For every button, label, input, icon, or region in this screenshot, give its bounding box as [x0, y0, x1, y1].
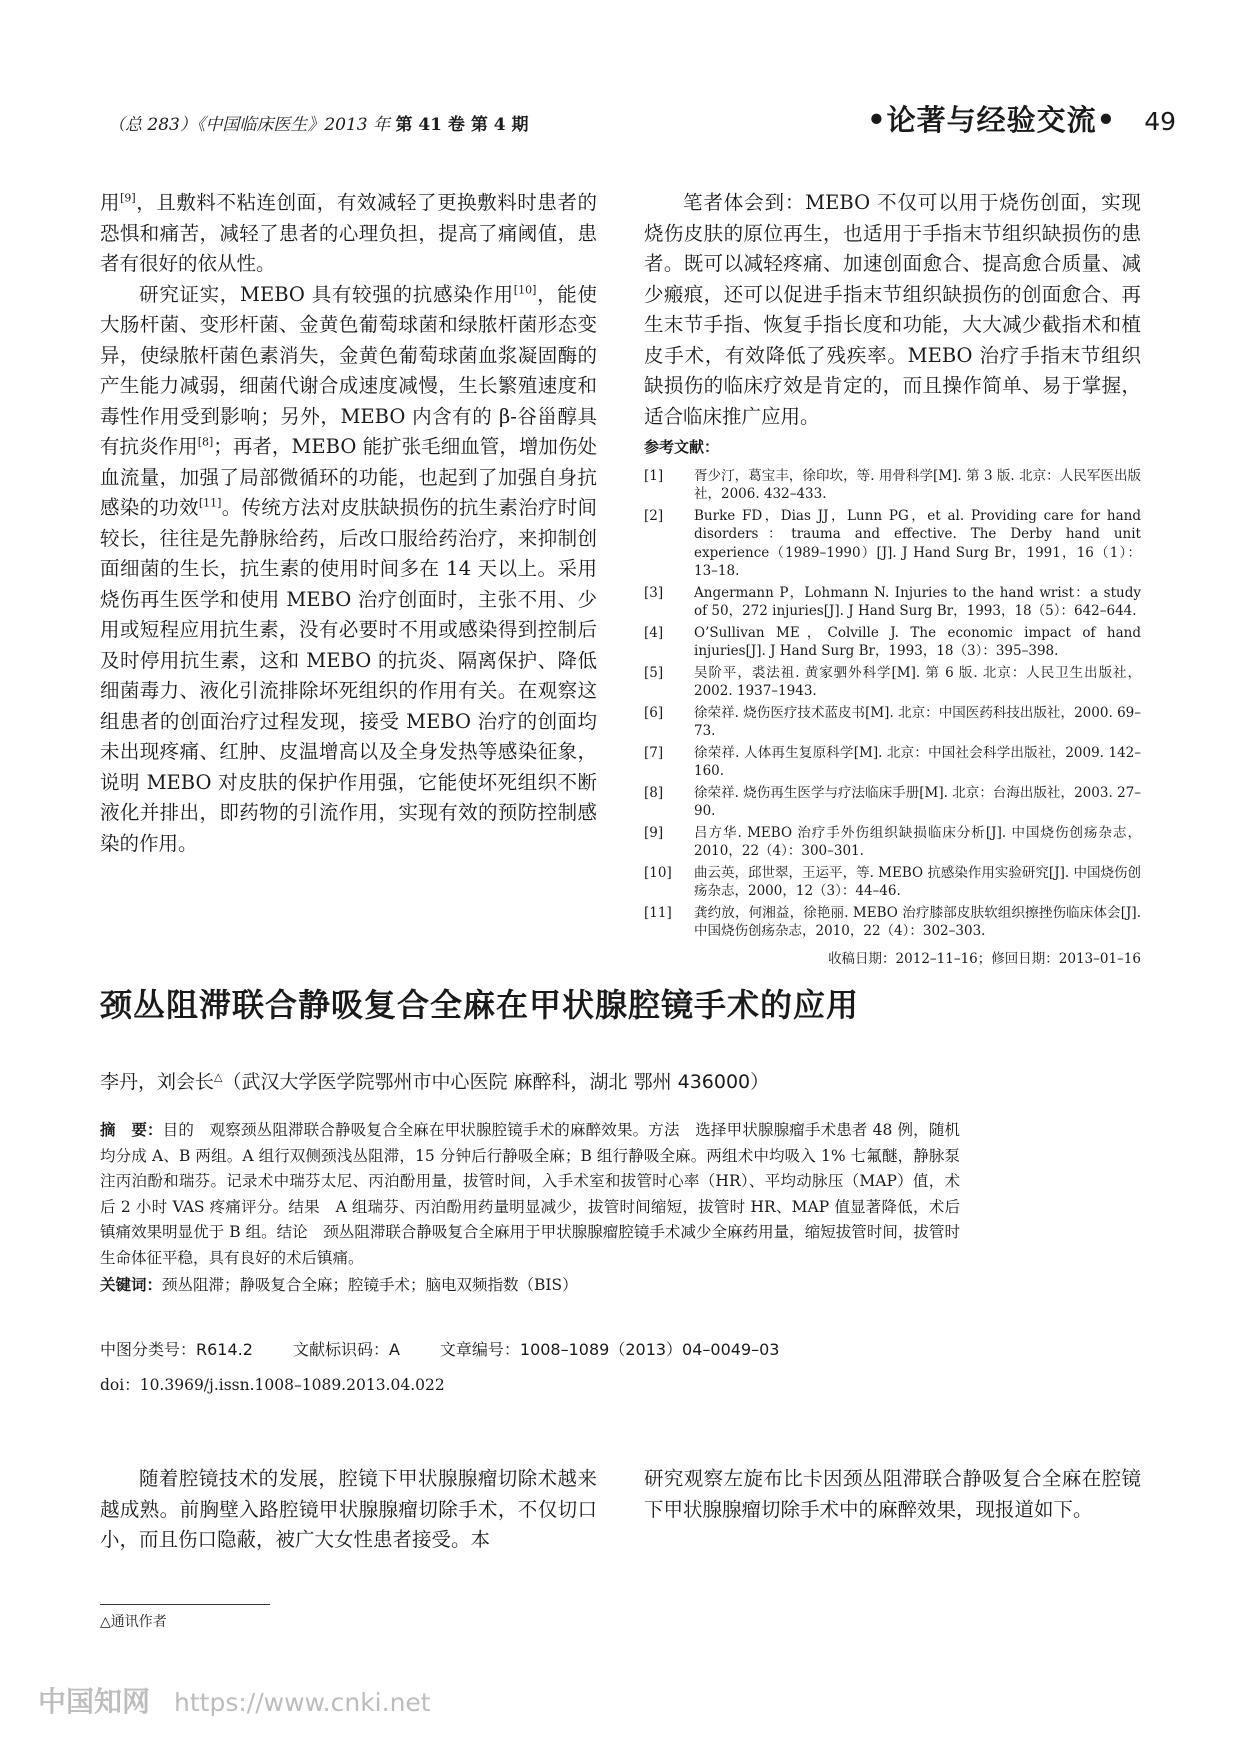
journal-name: 《中国临床医生》2013 年 — [196, 115, 391, 135]
reference-item: [5] 吴阶平，裘法祖. 黄家驷外科学[M]. 第 6 版. 北京：人民卫生出版社，2002. 1937–1943. — [644, 664, 1141, 699]
footnote-divider — [100, 1604, 270, 1605]
running-header — [108, 110, 529, 135]
footnote: △通讯作者 — [100, 1614, 167, 1630]
keywords-text: 颈丛阻滞；静吸复合全麻；腔镜手术；脑电双频指数（BIS） — [162, 1276, 578, 1294]
volume-issue: 第 41 卷 第 4 期 — [395, 115, 529, 135]
reference-item: [2] Burke FD，Dias JJ，Lunn PG，et al. Providing care for hand disorders：trauma and effective. The Derby hand unit experience（1989–1990）[J]. J Hand Surg Br，1991，16（1）：13–18. — [644, 507, 1141, 579]
prev-article-left-column — [100, 188, 597, 859]
affiliation: （武汉大学医学院鄂州市中心医院 麻醉科，湖北 鄂州 436000） — [222, 1071, 770, 1093]
article-title: 颈丛阻滞联合静吸复合全麻在甲状腺腔镜手术的应用 — [100, 986, 860, 1024]
cnki-logo: 中国知网 — [38, 1685, 151, 1718]
paragraph: 研究观察左旋布比卡因颈丛阻滞联合静吸复合全麻在腔镜下甲状腺腺瘤切除手术中的麻醉效果，现报道如下。 — [644, 1467, 1141, 1521]
paragraph: 笔者体会到：MEBO 不仅可以用于烧伤创面，实现烧伤皮肤的原位再生，也适用于手指末节组织缺损伤的患者。既可以减轻疼痛、加速创面愈合、提高愈合质量、减少瘢痕，还可以促进手指末节组织缺损伤的创面愈合、再生末节手指、恢复手指长度和功能，大大减少截指术和植皮手术，有效降低了残疾率。MEBO 治疗手指末节组织缺损伤的临床疗效是肯定的，而且操作简单、易于掌握，适合临床推广应用。 — [644, 191, 1141, 428]
reference-item: [4] O’Sullivan ME，Colville J. The economic impact of hand injuries[J]. J Hand Surg Br，1993，18（3）：395–398. — [644, 624, 1141, 659]
reference-item: [1] 胥少汀，葛宝丰，徐印坎，等. 用骨科学[M]. 第 3 版. 北京：人民军医出版社，2006. 432–433. — [644, 467, 1141, 502]
classification-line — [100, 1337, 780, 1360]
doi: doi：10.3969/j.issn.1008–1089.2013.04.022 — [100, 1376, 445, 1394]
section-name: •论著与经验交流• — [867, 103, 1117, 137]
intro-left-column — [100, 1464, 597, 1556]
clc-number: 中图分类号：R614.2 — [100, 1340, 253, 1359]
authors: 李丹，刘会长 — [100, 1071, 215, 1093]
paragraph: 随着腔镜技术的发展，腔镜下甲状腺腺瘤切除术越来越成熟。前胸壁入路腔镜甲状腺腺瘤切除手术，不仅切口小，而且伤口隐蔽，被广大女性患者接受。本 — [100, 1467, 597, 1551]
abstract-label: 摘 要： — [100, 1121, 163, 1139]
article-number: 文章编号：1008–1089（2013）04–0049–03 — [439, 1340, 780, 1359]
reference-item: [8] 徐荣祥. 烧伤再生医学与疗法临床手册[M]. 北京：台海出版社，2003. 27–90. — [644, 784, 1141, 819]
reference-item: [3] Angermann P，Lohmann N. Injuries to the hand wrist：a study of 50，272 injuries[J]. J Hand Surg Br，1993，18（5）：642–644. — [644, 584, 1141, 619]
reference-list — [644, 467, 1141, 941]
references-title: 参考文献： — [644, 438, 720, 456]
cnki-watermark — [38, 1680, 431, 1720]
keywords-label: 关键词： — [100, 1276, 163, 1294]
corresponding-mark: △ — [214, 1070, 223, 1084]
author-line — [100, 1067, 769, 1094]
abstract — [100, 1118, 960, 1271]
paragraph: 研究证实，MEBO 具有较强的抗感染作用[10]，能使大肠杆菌、变形杆菌、金黄色葡萄球菌和绿脓杆菌形态变异，使绿脓杆菌色素消失，金黄色葡萄球菌血浆凝固酶的产生能力减弱，细菌代谢合成速度减慢，生长繁殖速度和毒性作用受到影响；另外，MEBO 内含有的 β-谷甾醇具有抗炎作用[8]；再者，MEBO 能扩张毛细血管，增加伤处血流量，加强了局部微循环的功能，也起到了加强自身抗感染的功效[11]。传统方法对皮肤缺损伤的抗生素治疗时间较长，往往是先静脉给药，后改口服给药治疗，来抑制创面细菌的生长，抗生素的使用时间多在 14 天以上。采用烧伤再生医学和使用 MEBO 治疗创面时，主张不用、少用或短程应用抗生素，没有必要时不用或感染得到控制后及时停用抗生素，这和 MEBO 的抗炎、隔离保护、降低细菌毒力、液化引流排除坏死组织的作用有关。在观察这组患者的创面治疗过程发现，接受 MEBO 治疗的创面均未出现疼痛、红肿、皮温增高以及全身发热等感染征象，说明 MEBO 对皮肤的保护作用强，它能使坏死组织不断液化并排出，即药物的引流作用，实现有效的预防控制感染的作用。 — [100, 282, 597, 855]
page-number: 49 — [1144, 107, 1176, 136]
document-code: 文献标识码：A — [292, 1340, 400, 1359]
keywords — [100, 1273, 960, 1299]
reference-item: [10] 曲云英，邱世翠，王运平，等. MEBO 抗感染作用实验研究[J]. 中国烧伤创疡杂志，2000，12（3）：44–46. — [644, 864, 1141, 899]
cnki-url: https://www.cnki.net — [174, 1688, 431, 1717]
reference-item: [11] 龚约放，何湘益，徐艳丽. MEBO 治疗膝部皮肤软组织擦挫伤临床体会[J]. 中国烧伤创疡杂志，2010，22（4）：302–303. — [644, 904, 1141, 939]
prev-article-right-column — [644, 188, 1141, 974]
paragraph: 用[9]，且敷料不粘连创面，有效减轻了更换敷料时患者的恐惧和痛苦，减轻了患者的心理负担，提高了痛阈值，患者有很好的依从性。 — [100, 191, 597, 275]
reference-item: [9] 吕方华. MEBO 治疗手外伤组织缺损临床分析[J]. 中国烧伤创疡杂志，2010，22（4）：300–301. — [644, 824, 1141, 859]
header-right — [867, 98, 1176, 139]
intro-right-column — [644, 1464, 1141, 1525]
received-dates: 收稿日期：2012–11–16；修回日期：2013–01–16 — [828, 950, 1141, 967]
abstract-block — [100, 1118, 960, 1299]
abstract-text: 目的 观察颈丛阻滞联合静吸复合全麻在甲状腺腔镜手术的麻醉效果。方法 选择甲状腺腺瘤手术患者 48 例，随机均分成 A、B 两组。A 组行双侧颈浅丛阻滞，15 分钟后行静吸全麻；B 组行静吸全麻。两组术中均吸入 1% 七氟醚，静脉泵注丙泊酚和瑞芬。记录术中瑞芬太尼、丙泊酚用量，拔管时间，入手术室和拔管时心率（HR）、平均动脉压（MAP）值，术后 2 小时 VAS 疼痛评分。结果 A 组瑞芬、丙泊酚用药量明显减少，拔管时间缩短，拔管时 HR、MAP 值显著降低，术后镇痛效果明显优于 B 组。结论 颈丛阻滞联合静吸复合全麻用于甲状腺腺瘤腔镜手术减少全麻药用量，缩短拔管时间，拔管时生命体征平稳，具有良好的术后镇痛。 — [100, 1121, 960, 1267]
reference-item: [7] 徐荣祥. 人体再生复原科学[M]. 北京：中国社会科学出版社，2009. 142–160. — [644, 744, 1141, 779]
issue-total: （总 283） — [108, 115, 197, 135]
reference-item: [6] 徐荣祥. 烧伤医疗技术蓝皮书[M]. 北京：中国医药科技出版社，2000. 69–73. — [644, 704, 1141, 739]
